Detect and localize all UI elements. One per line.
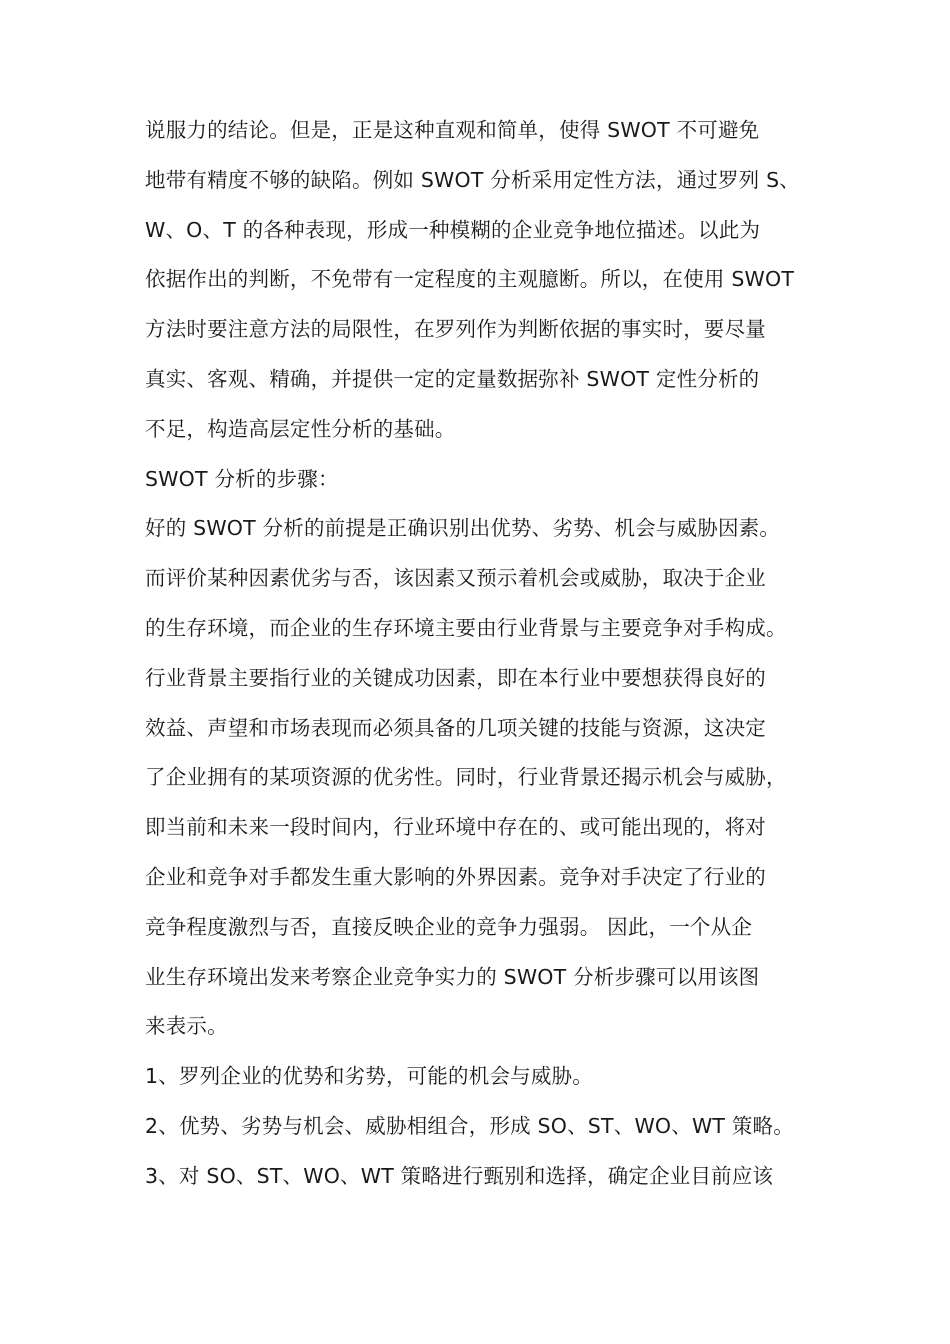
text-line: 企业和竞争对手都发生重大影响的外界因素。竞争对手决定了行业的: [145, 864, 766, 889]
section-heading: SWOT 分析的步骤：: [145, 466, 339, 491]
text-line: 好的 SWOT 分析的前提是正确识别出优势、劣势、机会与威胁因素。: [145, 516, 781, 541]
list-item: 1、罗列企业的优势和劣势，可能的机会与威胁。: [145, 1064, 593, 1089]
text-line: 效益、声望和市场表现而必须具备的几项关键的技能与资源，这决定: [145, 715, 766, 740]
list-item: 2、优势、劣势与机会、威胁相组合，形成 SO、ST、WO、WT 策略。: [145, 1113, 794, 1138]
text-line: 来表示。: [145, 1014, 228, 1039]
text-line: 方法时要注意方法的局限性，在罗列作为判断依据的事实时，要尽量: [145, 317, 766, 342]
text-line: 竞争程度激烈与否，直接反映企业的竞争力强弱。 因此，一个从企: [145, 914, 753, 939]
text-line: 真实、客观、精确，并提供一定的定量数据弥补 SWOT 定性分析的: [145, 366, 760, 391]
text-line: 的生存环境，而企业的生存环境主要由行业背景与主要竞争对手构成。: [145, 615, 787, 640]
text-line: 而评价某种因素优劣与否，该因素又预示着机会或威胁，取决于企业: [145, 566, 766, 591]
text-line: 依据作出的判断，不免带有一定程度的主观臆断。所以，在使用 SWOT: [145, 267, 795, 292]
text-line: 地带有精度不够的缺陷。例如 SWOT 分析采用定性方法，通过罗列 S、: [145, 167, 801, 192]
text-line: 不足，构造高层定性分析的基础。: [145, 416, 456, 441]
text-line: 即当前和未来一段时间内，行业环境中存在的、或可能出现的，将对: [145, 815, 766, 840]
body-text: [145, 106, 815, 1202]
text-line: 了企业拥有的某项资源的优劣性。同时，行业背景还揭示机会与威胁，: [145, 765, 787, 790]
text-line: 业生存环境出发来考察企业竞争实力的 SWOT 分析步骤可以用该图: [145, 964, 760, 989]
list-item: 3、对 SO、ST、WO、WT 策略进行甄别和选择，确定企业目前应该: [145, 1163, 774, 1188]
text-line: 说服力的结论。但是，正是这种直观和简单，使得 SWOT 不可避免: [145, 118, 760, 142]
text-line: W、O、T 的各种表现，形成一种模糊的企业竞争地位描述。以此为: [145, 217, 761, 242]
text-line: 行业背景主要指行业的关键成功因素，即在本行业中要想获得良好的: [145, 665, 766, 690]
